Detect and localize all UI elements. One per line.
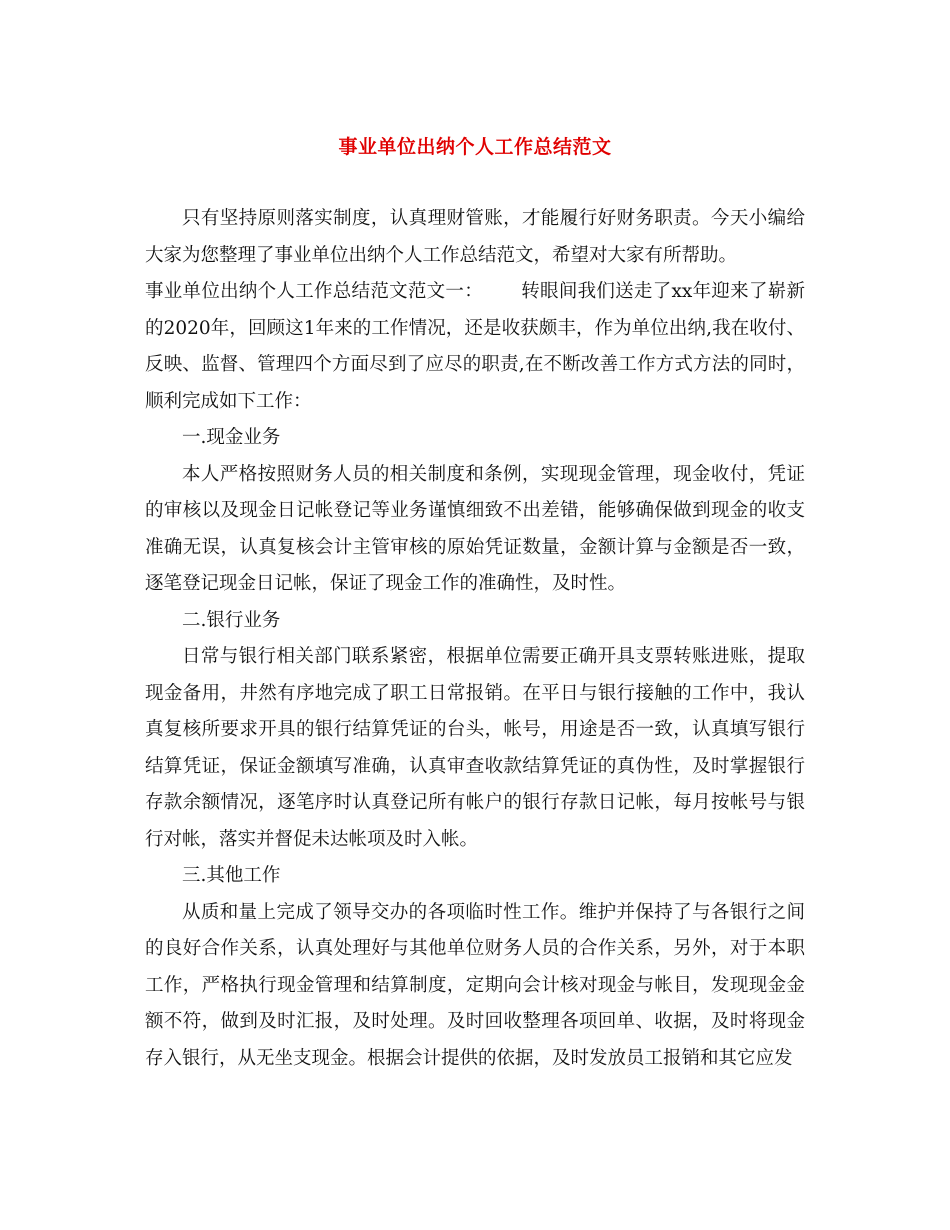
- document-title: 事业单位出纳个人工作总结范文: [338, 136, 612, 158]
- intro-paragraph: 只有坚持原则落实制度，认真理财管账，才能履行好财务职责。今天小编给大家为您整理了事业单位出纳个人工作总结范文，希望对大家有所帮助。: [145, 208, 805, 266]
- sample-opening: 转眼间我们送走了xx年迎来了崭新的2020年，回顾这1年来的工作情况，还是收获颇丰，作为单位出纳,我在收付、反映、监督、管理四个方面尽到了应尽的职责,在不断改善工作方式方法的同时，顺利完成如下工作：: [145, 281, 805, 412]
- sample-paragraph: [145, 274, 805, 420]
- section-text-bank: 日常与银行相关部门联系紧密，根据单位需要正确开具支票转账进账，提取现金备用，井然有序地完成了职工日常报销。在平日与银行接触的工作中，我认真复核所要求开具的银行结算凭证的台头，帐号，用途是否一致，认真填写银行结算凭证，保证金额填写准确，认真审查收款结算凭证的真伪性，及时掌握银行存款余额情况，逐笔序时认真登记所有帐户的银行存款日记帐，每月按帐号与银行对帐，落实并督促未达帐项及时入帐。: [145, 646, 805, 850]
- section-heading-bank: 二.银行业务: [182, 609, 281, 631]
- document-body: [145, 201, 805, 1077]
- section-heading-cash: 一.现金业务: [182, 427, 281, 448]
- section-text-cash: 本人严格按照财务人员的相关制度和条例，实现现金管理，现金收付，凭证的审核以及现金日记帐登记等业务谨慎细致不出差错，能够确保做到现金的收支准确无误，认真复核会计主管审核的原始凭证数量，金额计算与金额是否一致，逐笔登记现金日记帐，保证了现金工作的准确性，及时性。: [145, 463, 805, 594]
- section-heading-other: 三.其他工作: [182, 865, 281, 886]
- section-text-other: 从质和量上完成了领导交办的各项临时性工作。维护并保持了与各银行之间的良好合作关系，认真处理好与其他单位财务人员的合作关系，另外，对于本职工作，严格执行现金管理和结算制度，定期向会计核对现金与帐目，发现现金金额不符，做到及时汇报，及时处理。及时回收整理各项回单、收据，及时将现金存入银行，从无坐支现金。根据会计提供的依据，及时发放员工报销和其它应发: [145, 901, 805, 1069]
- sample-label: 事业单位出纳个人工作总结范文范文一：: [145, 281, 483, 302]
